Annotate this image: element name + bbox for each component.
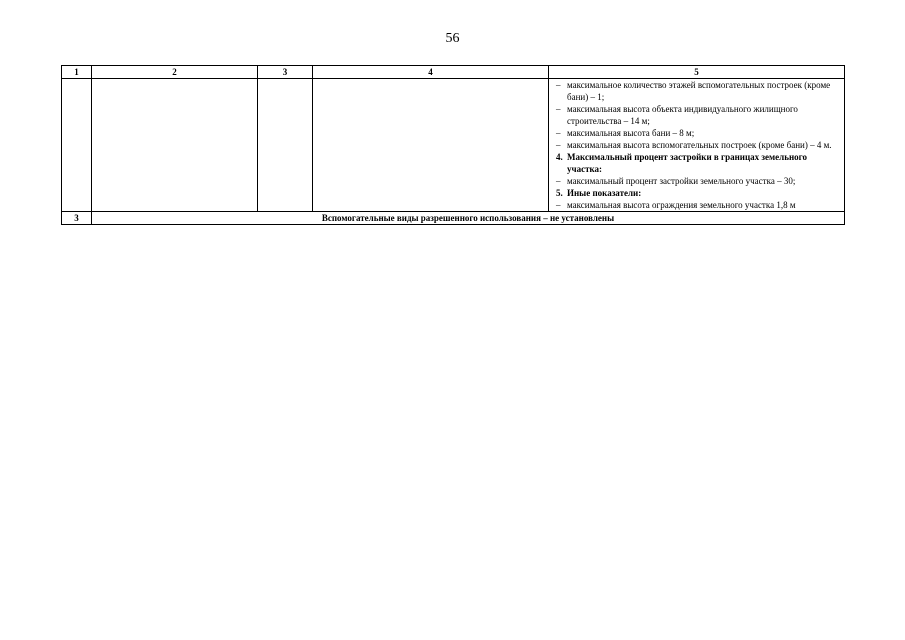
zoning-table [61, 65, 845, 225]
table-header-row [62, 66, 845, 79]
dash-bullet: – [556, 128, 561, 138]
dash-bullet: – [556, 200, 561, 210]
bullet-list-parameters [551, 79, 842, 151]
list-item [551, 199, 842, 211]
header-cell-4: 4 [313, 66, 549, 79]
section-4-number: 4. [556, 152, 563, 162]
header-cell-2: 2 [92, 66, 258, 79]
table-row-auxiliary [62, 212, 845, 225]
bullet-list-coverage [551, 175, 842, 187]
page-number: 56 [445, 31, 460, 46]
list-item [551, 175, 842, 187]
list-item-text: максимальная высота объекта индивидуального жилищного строительства – 14 м; [567, 104, 798, 126]
dash-bullet: – [556, 176, 561, 186]
row-cell-4 [313, 79, 549, 212]
list-item [551, 103, 842, 127]
section-4-heading [551, 151, 842, 175]
list-item [551, 139, 842, 151]
row-cell-1 [62, 79, 92, 212]
table-row [62, 79, 845, 212]
header-cell-1: 1 [62, 66, 92, 79]
header-cell-3: 3 [258, 66, 313, 79]
list-item-text: максимальная высота вспомогательных построек (кроме бани) – 4 м. [567, 140, 832, 150]
dash-bullet: – [556, 80, 561, 90]
row-cell-5 [549, 79, 845, 212]
list-item [551, 127, 842, 139]
list-item-text: максимальное количество этажей вспомогательных построек (кроме бани) – 1; [567, 80, 831, 102]
row-number-cell: 3 [62, 212, 92, 225]
section-4-title: Максимальный процент застройки в границах земельного участка: [567, 152, 808, 174]
section-5-number: 5. [556, 188, 563, 198]
dash-bullet: – [556, 140, 561, 150]
row-cell-2 [92, 79, 258, 212]
list-item-text: максимальная высота бани – 8 м; [567, 128, 695, 138]
list-item-text: максимальная высота ограждения земельного участка 1,8 м [567, 200, 796, 210]
bullet-list-other [551, 199, 842, 211]
section-5-heading [551, 187, 842, 199]
header-cell-5: 5 [549, 66, 845, 79]
dash-bullet: – [556, 104, 561, 114]
row-cell-3 [258, 79, 313, 212]
section-5-title: Иные показатели: [567, 188, 642, 198]
list-item-text: максимальный процент застройки земельного участка – 30; [567, 176, 796, 186]
list-item [551, 79, 842, 103]
auxiliary-uses-cell: Вспомогательные виды разрешенного использования – не установлены [92, 212, 845, 225]
